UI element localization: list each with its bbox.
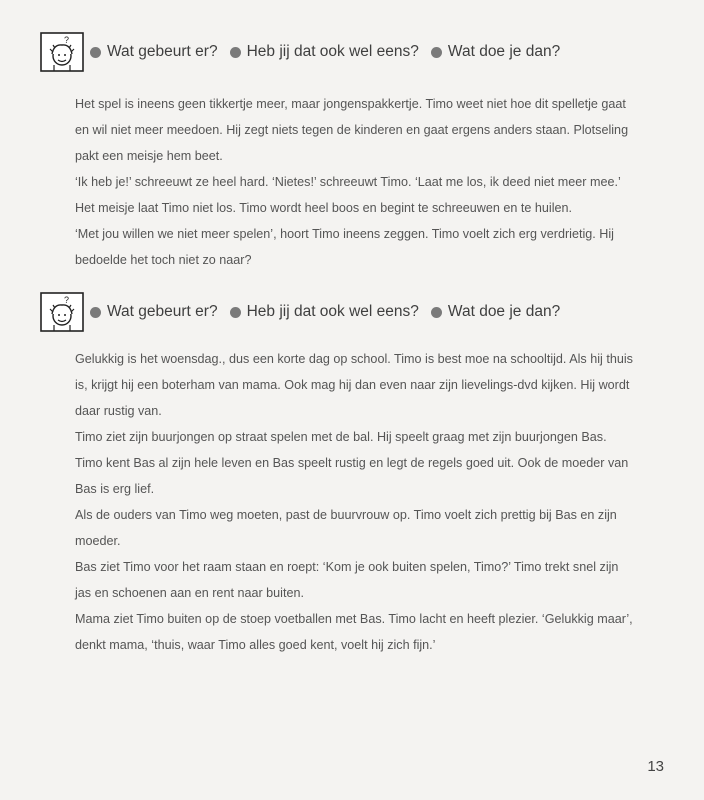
story-line: denkt mama, ‘thuis, waar Timo alles goed kent, voelt hij zich fijn.’	[75, 638, 436, 652]
question-item	[431, 43, 560, 61]
question-text: Wat gebeurt er?	[107, 303, 218, 320]
question-child-icon	[40, 32, 84, 72]
story-line: is, krijgt hij een boterham van mama. Ook mag hij dan even naar zijn lievelings-dvd kijken. Hij wordt	[75, 378, 630, 392]
story-line: en wil niet meer meedoen. Hij zegt niets tegen de kinderen en gaat ergens anders staan. Plotseling	[75, 123, 629, 137]
section-1-questions	[90, 43, 572, 61]
story-line: Het meisje laat Timo niet los. Timo wordt heel boos en begint te schreeuwen en te huilen.	[75, 201, 573, 215]
question-text: Wat gebeurt er?	[107, 43, 218, 60]
section-2-questions	[90, 303, 572, 321]
question-item	[90, 43, 218, 61]
question-item	[230, 43, 419, 61]
story-line: Gelukkig is het woensdag., dus een korte dag op school. Timo is best moe na schooltijd. Als hij thuis	[75, 352, 633, 366]
question-text: Wat doe je dan?	[447, 303, 561, 320]
question-text: Heb jij dat ook wel eens?	[246, 303, 419, 320]
page-number: 13	[647, 758, 664, 775]
bullet-dot	[90, 47, 101, 58]
bullet-dot	[230, 307, 241, 318]
section-2-story	[75, 346, 675, 658]
story-line: moeder.	[75, 534, 121, 548]
question-text: Wat doe je dan?	[447, 43, 561, 60]
story-line: bedoelde het toch niet zo naar?	[75, 253, 252, 267]
story-line: ‘Ik heb je!’ schreeuwt ze heel hard. ‘Nietes!’ schreeuwt Timo. ‘Laat me los, ik deed niet meer mee.’	[75, 175, 621, 189]
story-line: Bas is erg lief.	[75, 482, 155, 496]
story-line: Het spel is ineens geen tikkertje meer, maar jongenspakkertje. Timo weet niet hoe dit spelletje gaat	[75, 97, 626, 111]
question-item	[230, 303, 419, 321]
story-line: Timo ziet zijn buurjongen op straat spelen met de bal. Hij speelt graag met zijn buurjongen Bas.	[75, 430, 607, 444]
story-line: ‘Met jou willen we niet meer spelen’, hoort Timo ineens zeggen. Timo voelt zich erg verdrietig. Hij	[75, 227, 614, 241]
story-line: Bas ziet Timo voor het raam staan en roept: ‘Kom je ook buiten spelen, Timo?’ Timo trekt snel zijn	[75, 560, 619, 574]
section-1-header	[40, 32, 572, 72]
question-child-icon	[40, 292, 84, 332]
bullet-dot	[90, 307, 101, 318]
question-text: Heb jij dat ook wel eens?	[246, 43, 419, 60]
story-line: Mama ziet Timo buiten op de stoep voetballen met Bas. Timo lacht en heeft plezier. ‘Gelukkig maar’,	[75, 612, 633, 626]
story-line: daar rustig van.	[75, 404, 162, 418]
avatar-question-mark: ?	[64, 295, 70, 305]
story-line: Timo kent Bas al zijn hele leven en Bas speelt rustig en legt de regels goed uit. Ook de moeder van	[75, 456, 629, 470]
bullet-dot	[230, 47, 241, 58]
bullet-dot	[431, 47, 442, 58]
question-item	[431, 303, 560, 321]
avatar-question-mark: ?	[64, 35, 70, 45]
bullet-dot	[431, 307, 442, 318]
story-line: Als de ouders van Timo weg moeten, past de buurvrouw op. Timo voelt zich prettig bij Bas en zijn	[75, 508, 617, 522]
story-line: pakt een meisje hem beet.	[75, 149, 223, 163]
question-item	[90, 303, 218, 321]
story-line: jas en schoenen aan en rent naar buiten.	[75, 586, 304, 600]
section-2-header	[40, 292, 572, 332]
section-1-story	[75, 91, 675, 273]
